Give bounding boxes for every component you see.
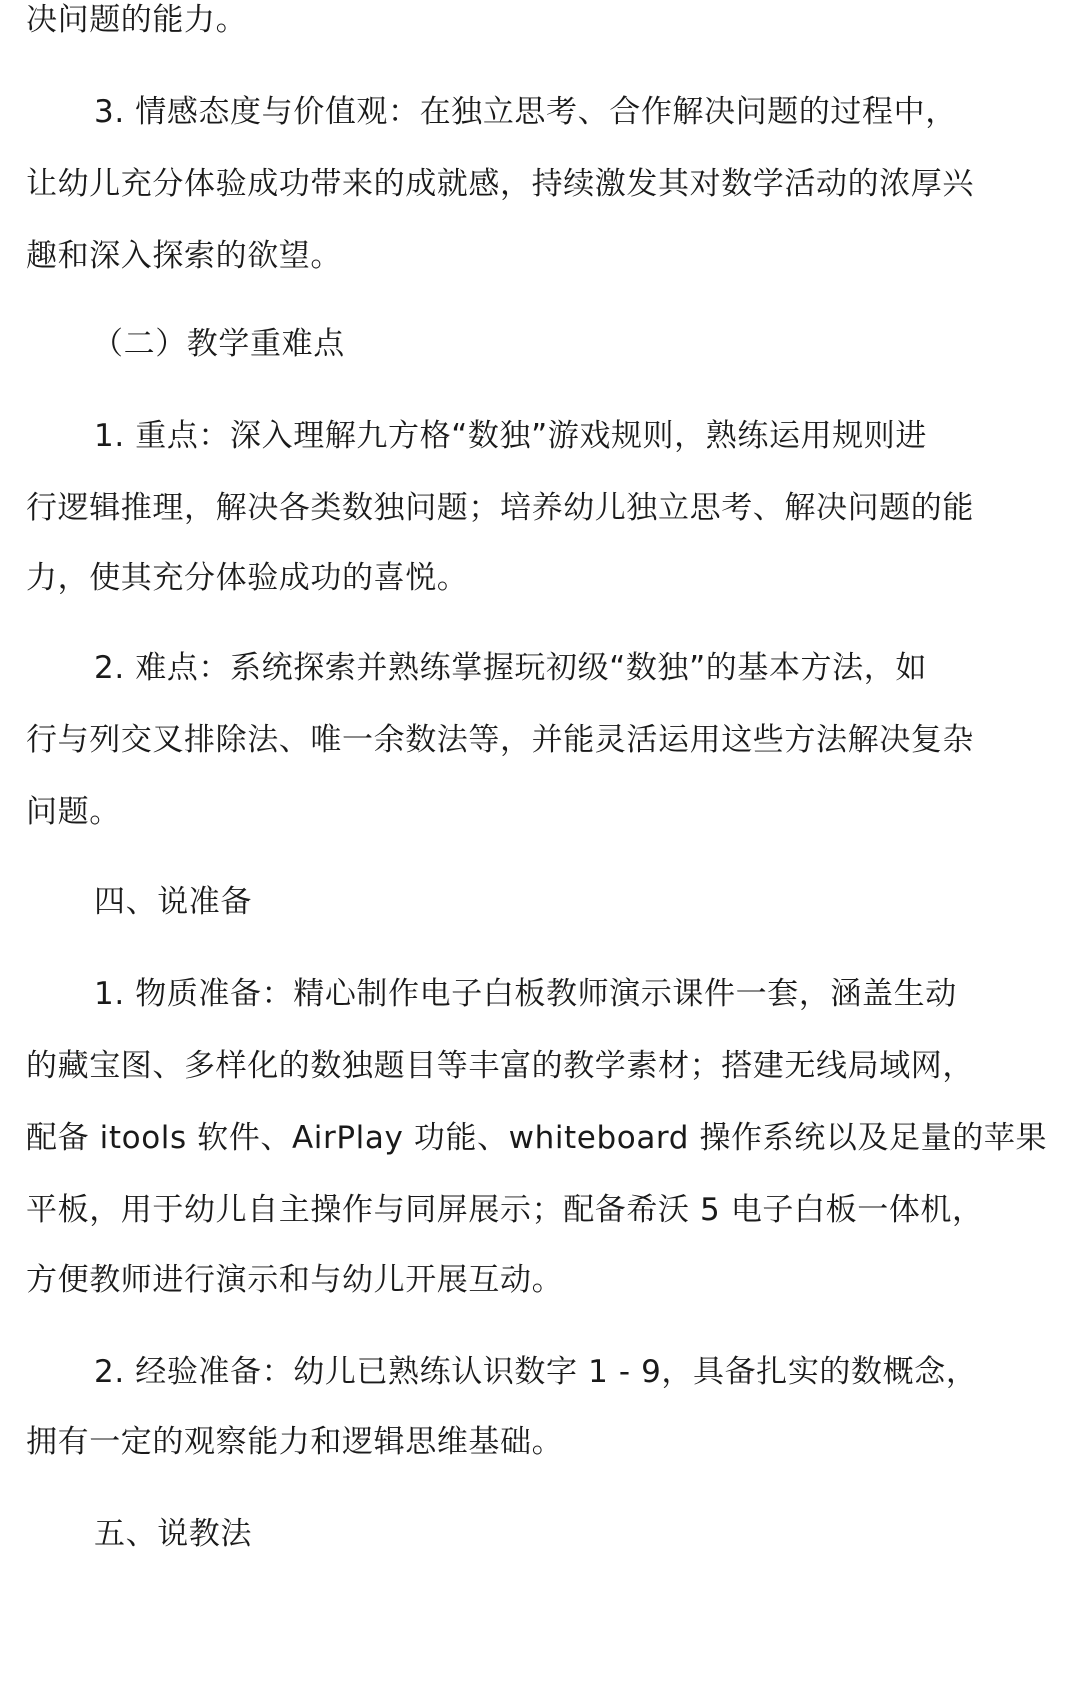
material-preparation-line: 1. 物质准备：精心制作电子白板教师演示课件一套，涵盖生动 (94, 976, 957, 1012)
section-heading-key-points: （二）教学重难点 (92, 326, 345, 362)
paragraph-line: 力，使其充分体验成功的喜悦。 (26, 560, 469, 596)
section-heading-preparation: 四、说准备 (94, 884, 252, 920)
paragraph-line: 趣和深入探索的欲望。 (26, 238, 342, 274)
paragraph-line: 决问题的能力。 (26, 2, 248, 38)
paragraph-line: 让幼儿充分体验成功带来的成就感，持续激发其对数学活动的浓厚兴 (26, 166, 974, 202)
objective-3-heading-line: 3. 情感态度与价值观：在独立思考、合作解决问题的过程中， (94, 94, 957, 130)
key-point-line: 1. 重点：深入理解九方格“数独”游戏规则，熟练运用规则进 (94, 418, 927, 454)
paragraph-line: 行逻辑推理，解决各类数独问题；培养幼儿独立思考、解决问题的能 (26, 490, 974, 526)
experience-preparation-line: 2. 经验准备：幼儿已熟练认识数字 1 - 9，具备扎实的数概念， (94, 1354, 978, 1390)
paragraph-line: 平板，用于幼儿自主操作与同屏展示；配备希沃 5 电子白板一体机， (26, 1192, 984, 1228)
section-heading-teaching-methods: 五、说教法 (94, 1516, 252, 1552)
paragraph-line: 行与列交叉排除法、唯一余数法等，并能灵活运用这些方法解决复杂 (26, 722, 974, 758)
paragraph-line: 问题。 (26, 794, 121, 830)
paragraph-line: 的藏宝图、多样化的数独题目等丰富的教学素材；搭建无线局域网， (26, 1048, 974, 1084)
difficulty-line: 2. 难点：系统探索并熟练掌握玩初级“数独”的基本方法，如 (94, 650, 927, 686)
paragraph-line: 拥有一定的观察能力和逻辑思维基础。 (26, 1424, 564, 1460)
paragraph-line: 方便教师进行演示和与幼儿开展互动。 (26, 1262, 564, 1298)
paragraph-line: 配备 itools 软件、AirPlay 功能、whiteboard 操作系统以及足量的苹果 (26, 1120, 1048, 1156)
